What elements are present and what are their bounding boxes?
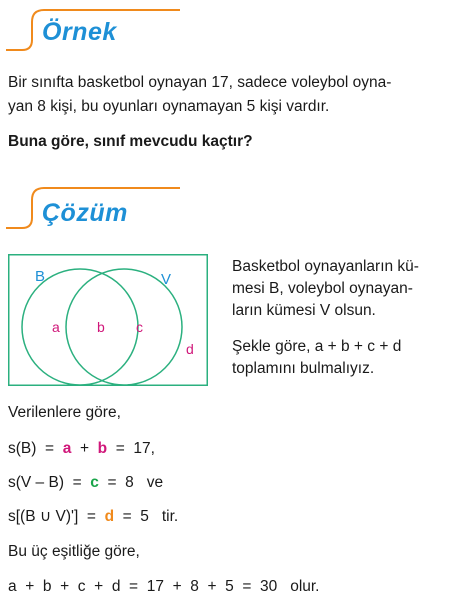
example-header xyxy=(0,4,200,54)
region-b-label: b xyxy=(97,319,105,335)
side-line-3: ların kümesi V olsun. xyxy=(232,302,376,319)
final-equation: a + b + c + d = 17 + 8 + 5 = 30 olur. xyxy=(8,578,320,595)
example-title: Örnek xyxy=(42,18,117,46)
set-b-label: B xyxy=(35,268,46,285)
eq3-d: d xyxy=(104,508,115,525)
side-line-1: Basketbol oynayanların kü- xyxy=(232,258,419,275)
eq3-pre: s[(B ∪ V)'] = xyxy=(8,508,105,525)
region-d-label: d xyxy=(186,341,194,357)
example-question: Buna göre, sınıf mevcudu kaçtır? xyxy=(8,133,253,150)
eq3-post: = 5 tir. xyxy=(114,508,179,525)
region-c-label: c xyxy=(136,319,143,335)
eq1-b: b xyxy=(97,440,108,457)
example-line-2: yan 8 kişi, bu oyunları oynamayan 5 kişi vardır. xyxy=(8,98,330,115)
conclusion-intro: Bu üç eşitliğe göre, xyxy=(8,543,140,560)
equation-2 xyxy=(8,472,163,494)
eq1-plus: + xyxy=(71,440,98,457)
eq2-c: c xyxy=(90,474,99,491)
set-v-label: V xyxy=(161,271,172,288)
side-line-5: toplamını bulmalıyız. xyxy=(232,360,375,377)
example-line-1: Bir sınıfta basketbol oynayan 17, sadece voleybol oyna- xyxy=(8,74,392,91)
eq1-post: = 17, xyxy=(107,440,155,457)
eq1-pre: s(B) = xyxy=(8,440,63,457)
solution-header xyxy=(0,182,200,232)
equation-1 xyxy=(8,438,155,460)
equation-3 xyxy=(8,506,178,528)
eq2-pre: s(V – B) = xyxy=(8,474,91,491)
eq1-a: a xyxy=(62,440,72,457)
side-line-2: mesi B, voleybol oynayan- xyxy=(232,280,413,297)
given-intro: Verilenlere göre, xyxy=(8,404,121,421)
eq2-post: = 8 ve xyxy=(98,474,164,491)
solution-title: Çözüm xyxy=(42,199,128,227)
side-line-4: Şekle göre, a + b + c + d xyxy=(232,338,402,355)
set-b-circle xyxy=(22,269,138,385)
venn-diagram xyxy=(8,254,208,386)
region-a-label: a xyxy=(52,319,60,335)
